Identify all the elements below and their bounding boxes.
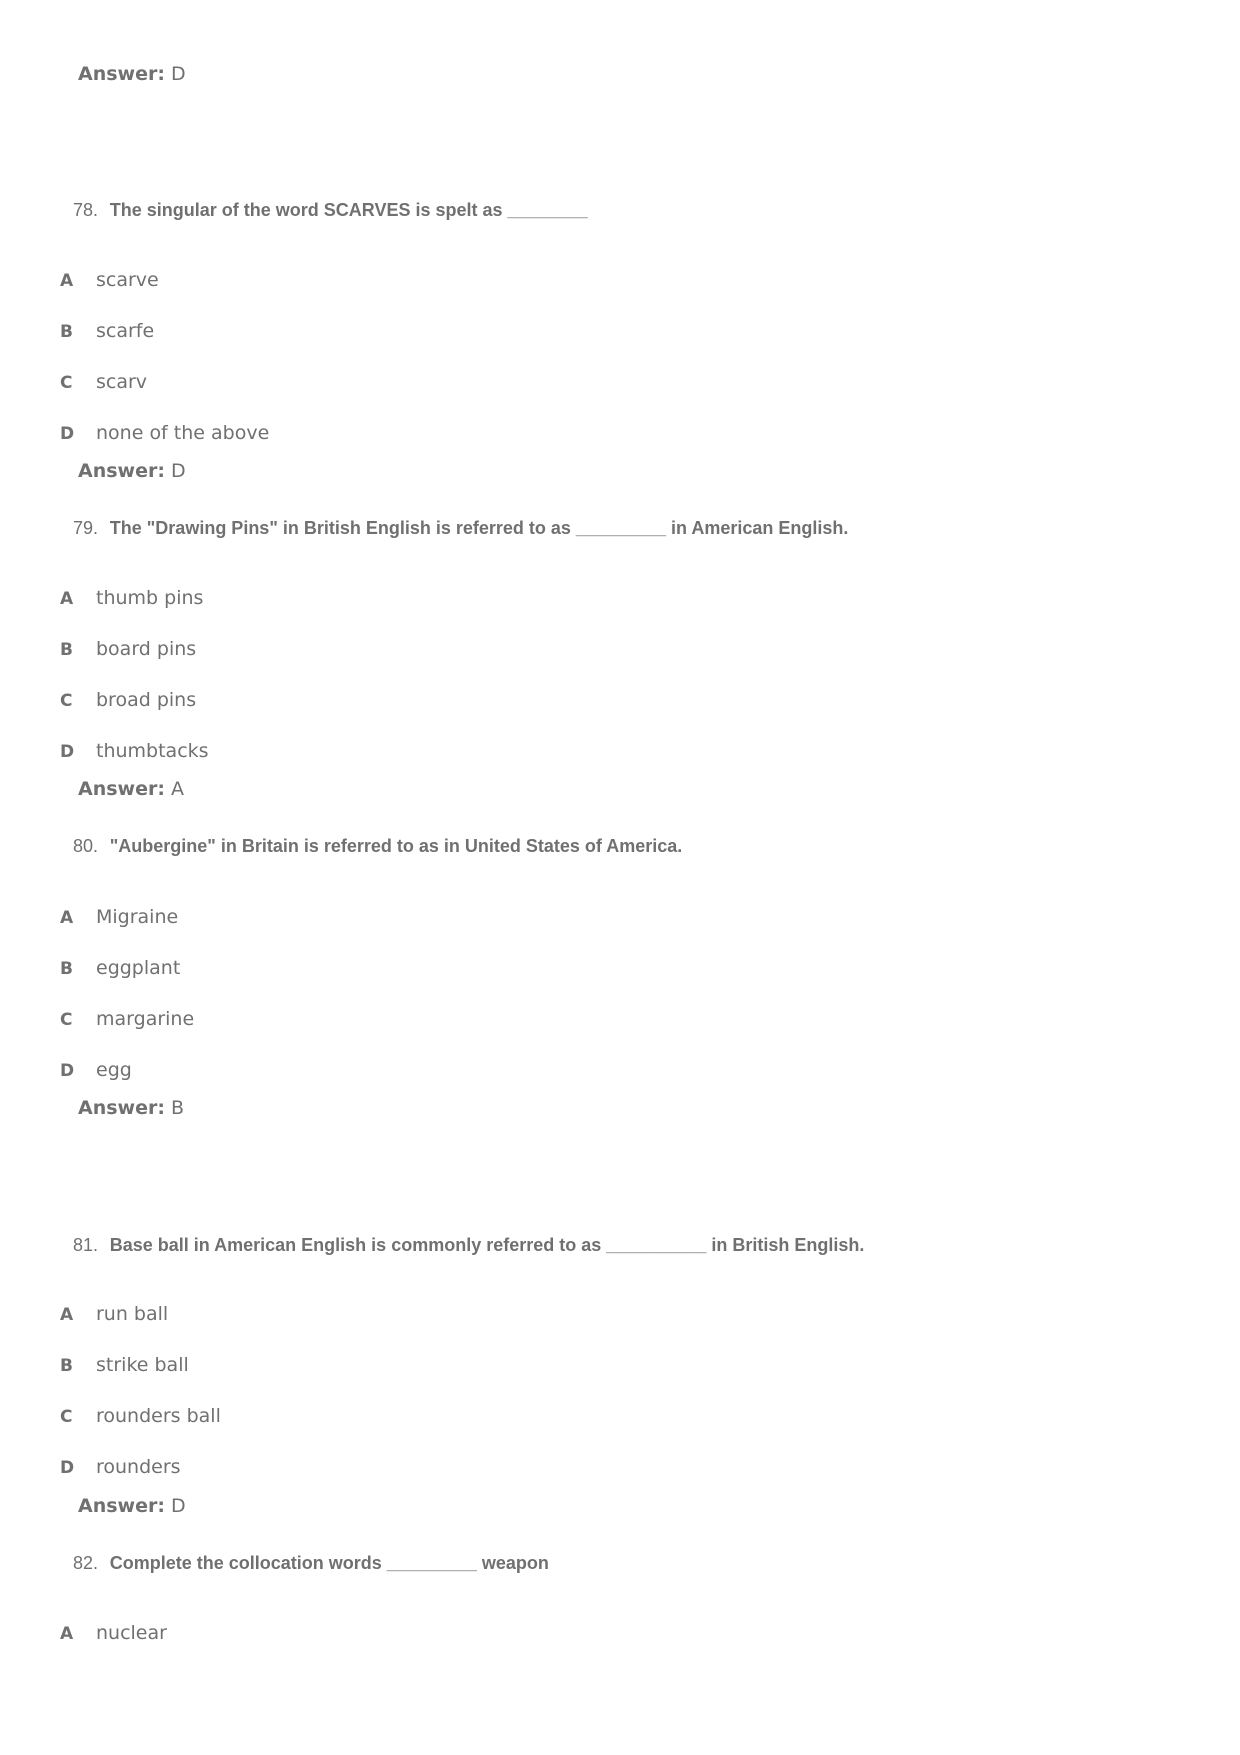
answer-line	[78, 459, 186, 483]
question-number: 81.	[73, 1235, 99, 1255]
option-text: scarv	[96, 371, 148, 393]
answer-line	[78, 1494, 186, 1518]
option-text: none of the above	[96, 422, 270, 444]
question-78	[73, 198, 588, 223]
option-81-d[interactable]	[60, 1455, 181, 1480]
option-text: egg	[96, 1059, 132, 1081]
option-letter: C	[60, 691, 73, 711]
option-text: margarine	[96, 1008, 195, 1030]
question-number: 79.	[73, 518, 99, 538]
option-80-b[interactable]	[60, 956, 180, 981]
option-letter: B	[60, 1356, 73, 1376]
question-80	[73, 834, 682, 859]
answer-label: Answer:	[78, 778, 165, 800]
option-letter: C	[60, 373, 73, 393]
option-80-a[interactable]	[60, 905, 178, 930]
option-letter: C	[60, 1010, 73, 1030]
option-letter: C	[60, 1407, 73, 1427]
question-number: 80.	[73, 836, 99, 856]
answer-label: Answer:	[78, 1097, 165, 1119]
question-number: 82.	[73, 1553, 99, 1573]
option-text: board pins	[96, 638, 197, 660]
answer-value: B	[171, 1097, 185, 1119]
option-text: rounders	[96, 1456, 181, 1478]
option-letter: A	[60, 271, 74, 291]
option-79-a[interactable]	[60, 586, 203, 611]
question-text: The "Drawing Pins" in British English is referred to as _________ in American English.	[109, 518, 849, 538]
option-80-c[interactable]	[60, 1007, 194, 1032]
option-78-c[interactable]	[60, 370, 147, 395]
option-letter: A	[60, 589, 74, 609]
option-letter: B	[60, 640, 73, 660]
option-letter: D	[60, 742, 75, 762]
option-text: run ball	[96, 1303, 169, 1325]
option-letter: A	[60, 1624, 74, 1644]
answer-line	[78, 1096, 184, 1120]
option-78-d[interactable]	[60, 421, 269, 446]
option-79-c[interactable]	[60, 688, 196, 713]
option-text: thumb pins	[96, 587, 204, 609]
option-text: broad pins	[96, 689, 197, 711]
question-text: "Aubergine" in Britain is referred to as in United States of America.	[109, 836, 683, 856]
option-78-a[interactable]	[60, 268, 159, 293]
option-79-d[interactable]	[60, 739, 209, 764]
option-text: strike ball	[96, 1354, 189, 1376]
option-text: nuclear	[96, 1622, 167, 1644]
option-letter: A	[60, 908, 74, 928]
answer-value: D	[171, 1495, 186, 1517]
question-79	[73, 516, 848, 541]
answer-value: D	[171, 460, 186, 482]
option-letter: D	[60, 424, 75, 444]
option-letter: D	[60, 1061, 75, 1081]
answer-line	[78, 777, 184, 801]
option-letter: B	[60, 959, 73, 979]
answer-value: A	[171, 778, 184, 800]
question-82	[73, 1551, 549, 1576]
option-letter: A	[60, 1305, 74, 1325]
option-letter: D	[60, 1458, 75, 1478]
option-text: Migraine	[96, 906, 179, 928]
option-letter: B	[60, 322, 73, 342]
option-78-b[interactable]	[60, 319, 154, 344]
question-81	[73, 1233, 864, 1258]
question-number: 78.	[73, 200, 99, 220]
option-81-a[interactable]	[60, 1302, 168, 1327]
option-81-b[interactable]	[60, 1353, 189, 1378]
question-text: The singular of the word SCARVES is spelt as ________	[109, 200, 588, 220]
answer-label: Answer:	[78, 1495, 165, 1517]
answer-line	[78, 62, 186, 86]
answer-value: D	[171, 63, 186, 85]
option-81-c[interactable]	[60, 1404, 221, 1429]
question-text: Complete the collocation words _________ weapon	[109, 1553, 549, 1573]
option-text: rounders ball	[96, 1405, 221, 1427]
option-79-b[interactable]	[60, 637, 196, 662]
option-text: scarfe	[96, 320, 155, 342]
question-text: Base ball in American English is commonly referred to as __________ in British English.	[109, 1235, 865, 1255]
option-82-a[interactable]	[60, 1621, 167, 1646]
option-80-d[interactable]	[60, 1058, 132, 1083]
option-text: thumbtacks	[96, 740, 209, 762]
answer-label: Answer:	[78, 460, 165, 482]
option-text: eggplant	[96, 957, 181, 979]
answer-label: Answer:	[78, 63, 165, 85]
option-text: scarve	[96, 269, 159, 291]
